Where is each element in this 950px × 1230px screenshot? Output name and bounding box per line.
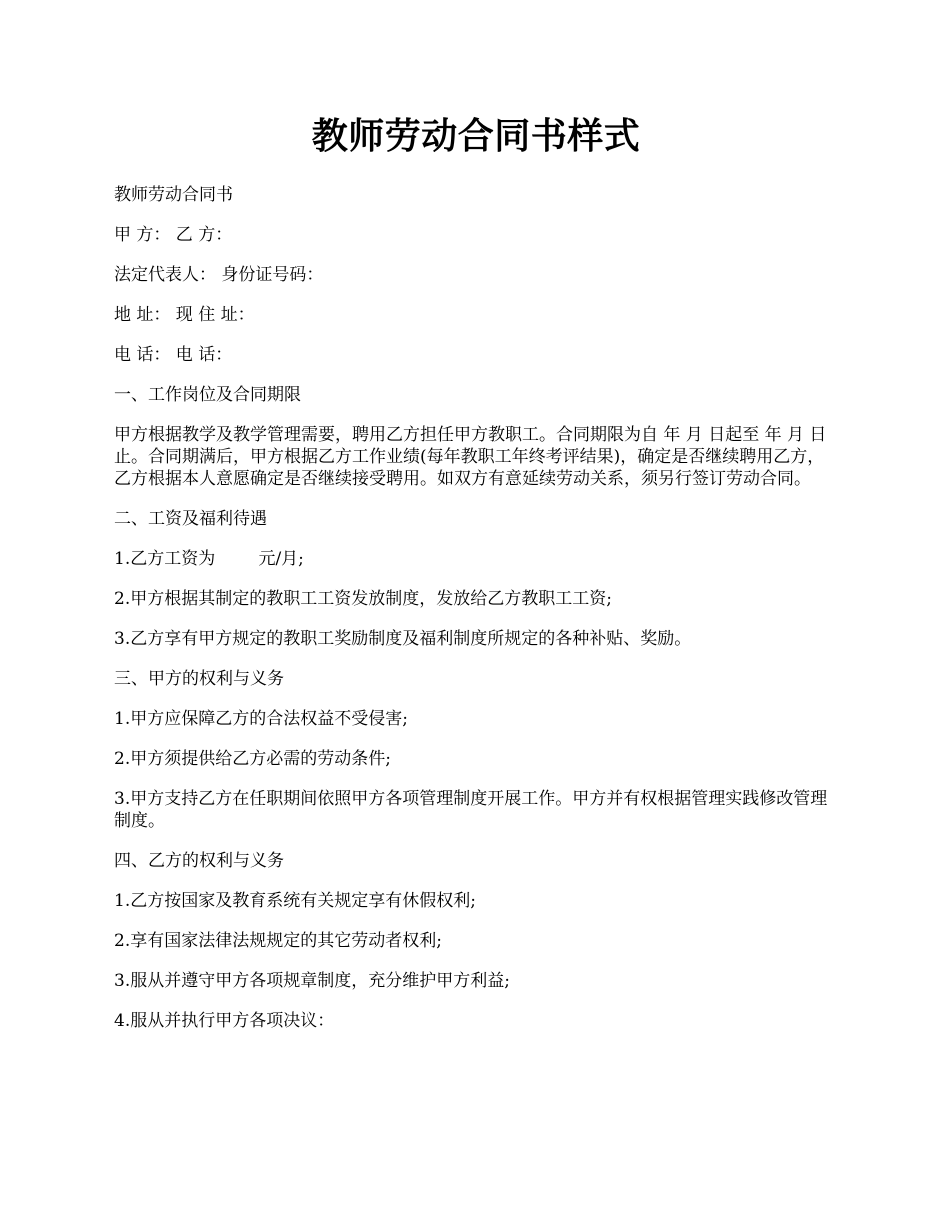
contract-heading: 教师劳动合同书: [114, 185, 233, 205]
list-item: 1.乙方工资为 元/月;: [114, 549, 304, 569]
list-item: 1.乙方按国家及教育系统有关规定享有休假权利;: [114, 891, 476, 911]
list-item: 3.乙方享有甲方规定的教职工奖励制度及福利制度所规定的各种补贴、奖励。: [114, 629, 692, 649]
list-item: 2.享有国家法律法规规定的其它劳动者权利;: [114, 931, 442, 951]
section-heading: 二、工资及福利待遇: [114, 509, 267, 529]
list-item: 1.甲方应保障乙方的合法权益不受侵害;: [114, 709, 408, 729]
section-heading: 四、乙方的权利与义务: [114, 851, 284, 871]
section-heading: 一、工作岗位及合同期限: [114, 385, 301, 405]
phone-line: 电 话： 电 话：: [114, 345, 233, 365]
body-paragraph: 甲方根据教学及教学管理需要，聘用乙方担任甲方教职工。合同期限为自 年 月 日起至 年 月 日止。合同期满后，甲方根据乙方工作业绩(每年教职工年终考评结果)，确定是否继续聘用乙方，乙方根据本人意愿确定是否继续接受聘用。如双方有意延续劳动关系，须另行签订劳动合同。: [114, 425, 827, 489]
address-line: 地 址： 现 住 址：: [114, 305, 255, 325]
list-item: 4.服从并执行甲方各项决议：: [114, 1011, 335, 1031]
party-line: 甲 方： 乙 方：: [114, 225, 233, 245]
section-heading: 三、甲方的权利与义务: [114, 669, 284, 689]
list-item: 2.甲方须提供给乙方必需的劳动条件;: [114, 749, 391, 769]
representative-line: 法定代表人： 身份证号码：: [114, 265, 324, 285]
list-item: 3.服从并遵守甲方各项规章制度，充分维护甲方利益;: [114, 971, 510, 991]
document-title: 教师劳动合同书样式: [311, 115, 641, 157]
list-item: 2.甲方根据其制定的教职工工资发放制度，发放给乙方教职工工资;: [114, 589, 612, 609]
list-item: 3.甲方支持乙方在任职期间依照甲方各项管理制度开展工作。甲方并有权根据管理实践修改管理制度。: [114, 789, 828, 831]
